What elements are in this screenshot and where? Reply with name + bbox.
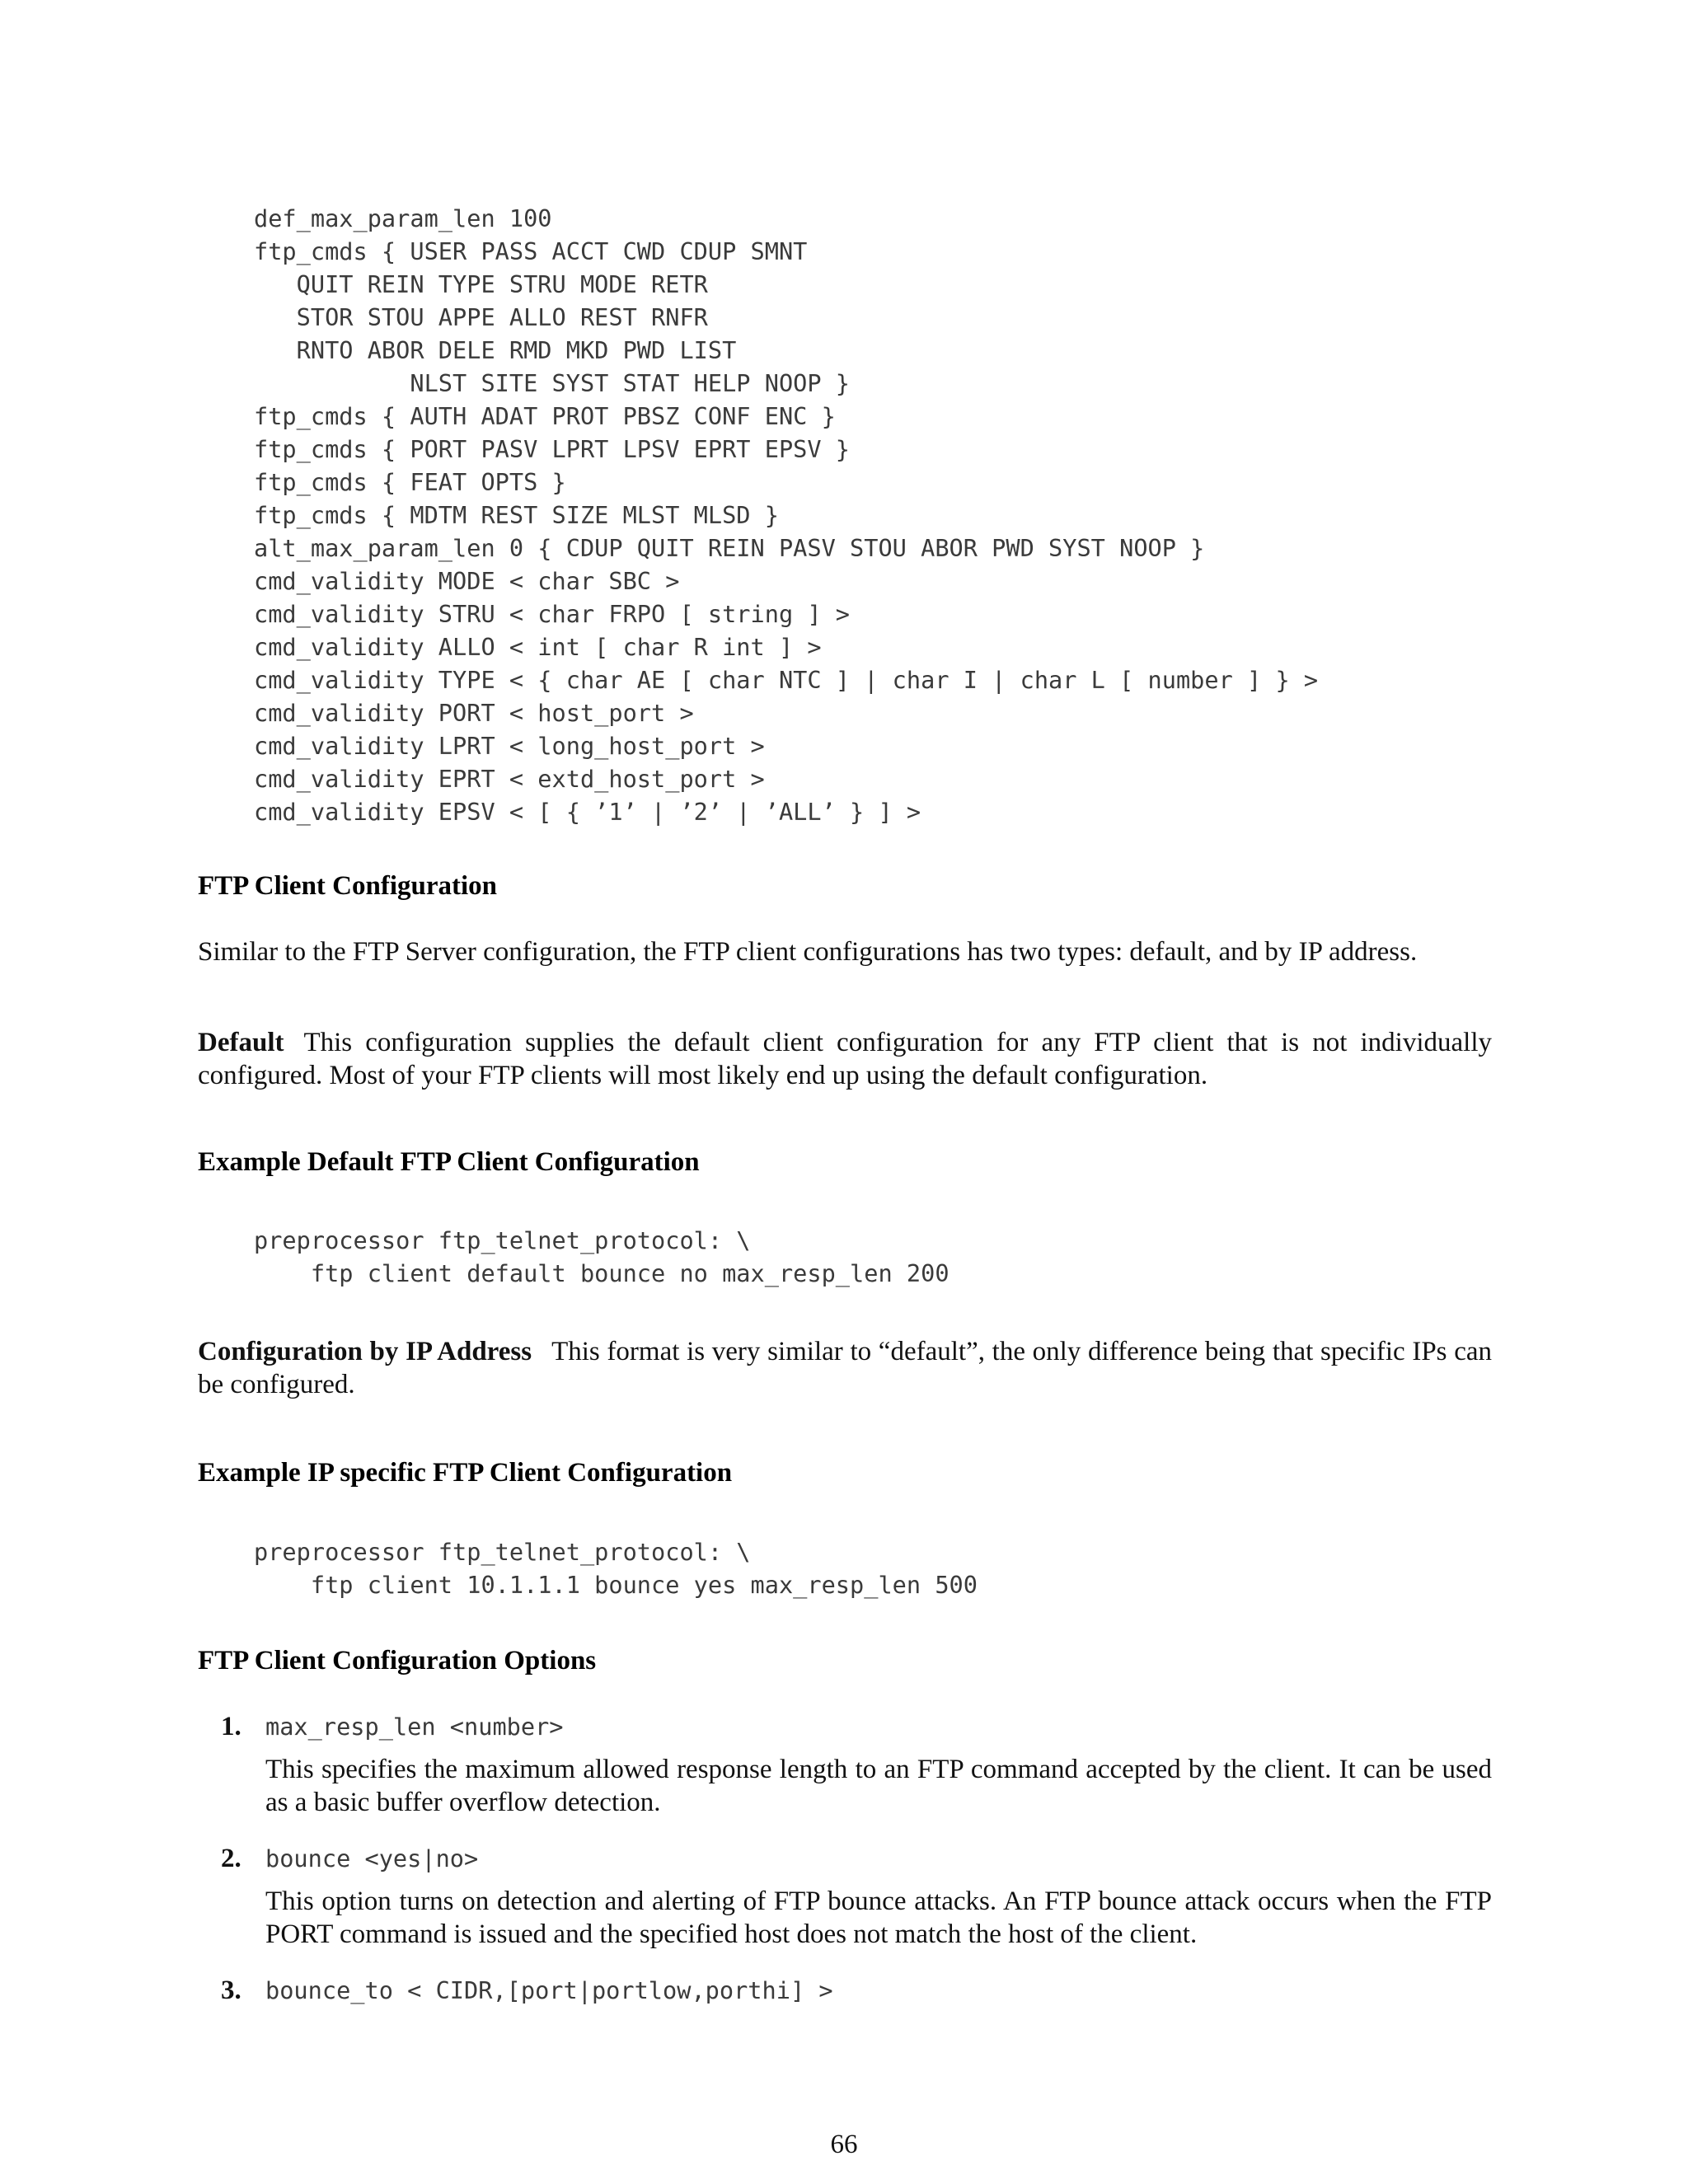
option-code: max_resp_len <number> [265, 1713, 564, 1741]
code-line: ftp_cmds { MDTM REST SIZE MLST MLSD } [254, 501, 779, 529]
code-line: ftp_cmds { AUTH ADAT PROT PBSZ CONF ENC } [254, 402, 836, 430]
code-line: NLST SITE SYST STAT HELP NOOP } [254, 369, 851, 397]
code-line: def_max_param_len 100 [254, 204, 552, 232]
ip-config-text: This format is very similar to “default”, the only difference being that specific IPs can be configured. [198, 1337, 1493, 1399]
code-line: cmd_validity MODE < char SBC > [254, 567, 680, 595]
code-line: cmd_validity LPRT < long_host_port > [254, 732, 765, 760]
ip-config-paragraph [198, 1335, 1492, 1401]
example-default-heading: Example Default FTP Client Configuration [198, 1147, 700, 1177]
list-item-number: 2. [221, 1844, 241, 1873]
code-line: preprocessor ftp_telnet_protocol: \ [254, 1226, 751, 1254]
code-line: ftp_cmds { PORT PASV LPRT LPSV EPRT EPSV } [254, 435, 851, 463]
default-text: This configuration supplies the default client configuration for any FTP client that is not individually configured. Most of your FTP clients will most likely end up using the default configuration. [198, 1028, 1492, 1090]
code-line: cmd_validity STRU < char FRPO [ string ] > [254, 600, 851, 628]
list-item-number: 1. [221, 1712, 241, 1741]
options-heading: FTP Client Configuration Options [198, 1646, 597, 1675]
code-line: preprocessor ftp_telnet_protocol: \ [254, 1538, 751, 1566]
code-line: cmd_validity EPSV < [ { ’1’ | ’2’ | ’ALL’ } ] > [254, 798, 921, 826]
code-line: cmd_validity PORT < host_port > [254, 699, 694, 727]
code-line: ftp client 10.1.1.1 bounce yes max_resp_len 500 [254, 1571, 978, 1599]
code-line: RNTO ABOR DELE RMD MKD PWD LIST [254, 336, 737, 364]
option-code: bounce_to < CIDR,[port|portlow,porthi] > [265, 1976, 833, 2004]
option-code: bounce <yes|no> [265, 1844, 479, 1872]
list-item-number: 3. [221, 1975, 241, 2005]
code-line: ftp_cmds { FEAT OPTS } [254, 468, 566, 496]
code-line: cmd_validity TYPE < { char AE [ char NTC ] | char I | char L [ number ] } > [254, 666, 1319, 694]
code-line: ftp client default bounce no max_resp_len 200 [254, 1259, 950, 1287]
option-description: This option turns on detection and alerting of FTP bounce attacks. An FTP bounce attack occurs when the FTP PORT command is issued and the specified host does not match the host of the client. [265, 1886, 1492, 1949]
code-line: alt_max_param_len 0 { CDUP QUIT REIN PASV STOU ABOR PWD SYST NOOP } [254, 534, 1205, 562]
code-block-ip-client [254, 1535, 978, 1601]
code-line: cmd_validity EPRT < extd_host_port > [254, 765, 765, 793]
option-description: This specifies the maximum allowed response length to an FTP command accepted by the client. It can be used as a basic buffer overflow detection. [265, 1755, 1492, 1817]
page-number: 66 [830, 2130, 858, 2159]
section-heading-ftp-client-config: FTP Client Configuration [198, 871, 498, 901]
default-paragraph [198, 1026, 1492, 1092]
ip-config-lead: Configuration by IP Address [198, 1337, 532, 1366]
default-lead: Default [198, 1028, 284, 1057]
code-line: STOR STOU APPE ALLO REST RNFR [254, 303, 708, 331]
example-ip-heading: Example IP specific FTP Client Configuration [198, 1458, 733, 1488]
code-line: cmd_validity ALLO < int [ char R int ] > [254, 633, 822, 661]
code-line: ftp_cmds { USER PASS ACCT CWD CDUP SMNT [254, 237, 808, 265]
code-line: QUIT REIN TYPE STRU MODE RETR [254, 270, 708, 298]
intro-paragraph: Similar to the FTP Server configuration, the FTP client configurations has two types: default, and by IP address. [198, 937, 1418, 967]
code-block-ftp-server-config [254, 202, 1318, 828]
code-block-default-client [254, 1224, 950, 1290]
